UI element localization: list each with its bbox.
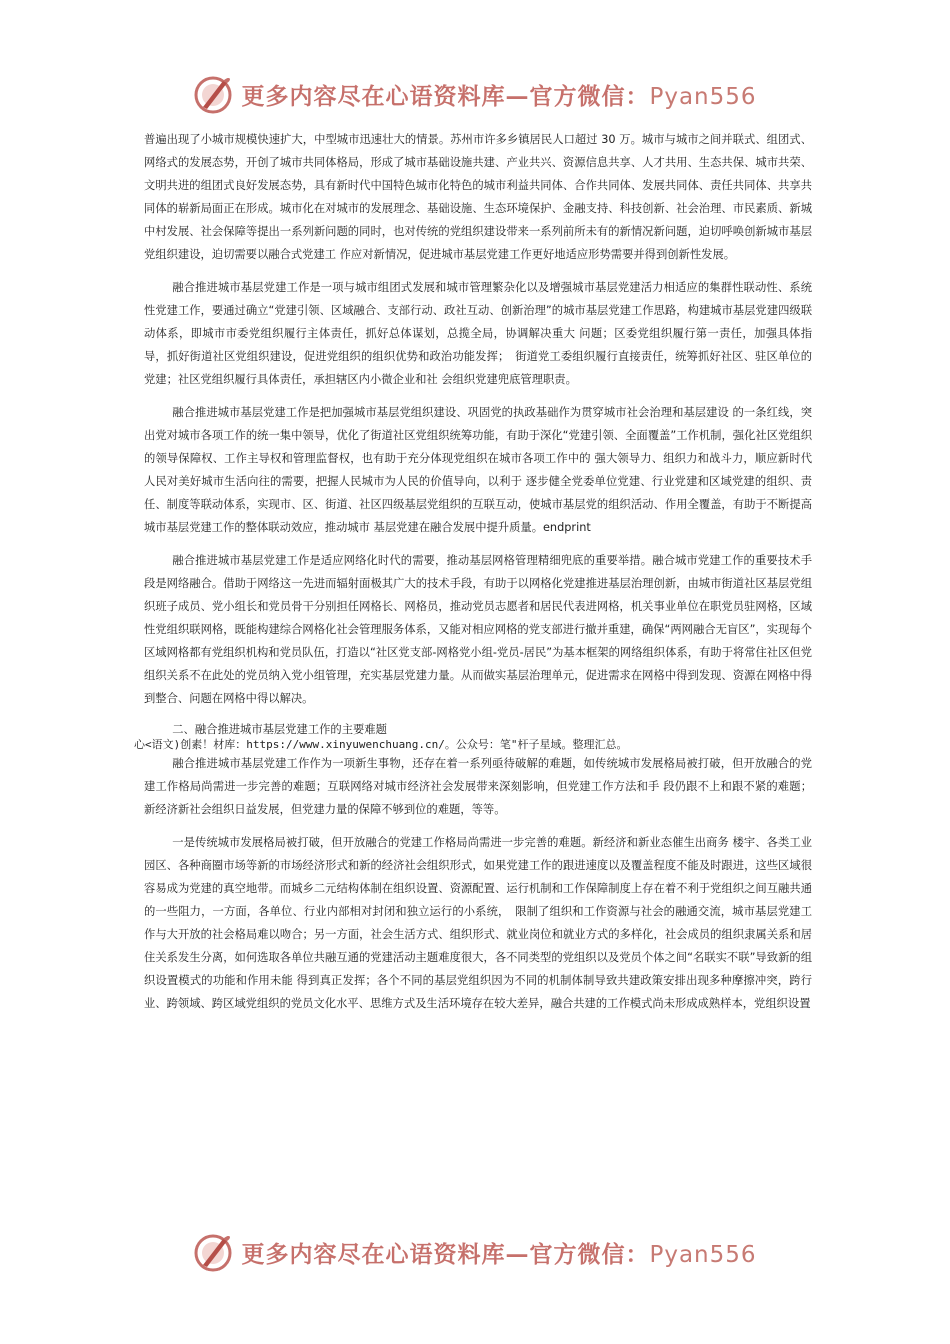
paragraph-5: 融合推进城市基层党建工作作为一项新生事物，还存在着一系列亟待破解的难题，如传统城市发展格局被打破，但开放融合的党建工作格局尚需进一步完善的难题；互联网络对城市经济社会发展带来深刻影响，但党建工作方法和手 段仍跟不上和跟不紧的难题；新经济新社会组织日益发展，但党建力量的保障不够到位的难题，等等。 <box>144 757 812 816</box>
paragraph-4: 融合推进城市基层党建工作是适应网络化时代的需要，推动基层网格管理精细兜底的重要举措。融合城市党建工作的重要技术手段是网络融合。借助于网络这一先进而辐射面极其广大的技术手段，有助于以网格化党建推进基层治理创新，由城市街道社区基层党组织班子成员、党小组长和党员骨干分别担任网格长、网格员，推动党员志愿者和居民代表进网格，机关事业单位在职党员驻网格，区域性党组织联网格，既能构建综合网格化社会管理服务体系，又能对相应网格的党支部进行撤并重建，确保“两网融合无盲区”，实现每个区域网格都有党组织机构和党员队伍，打造以“社区党支部-网格党小组-党员-居民”为基本框架的网络组织体系，有助于将常住社区但党组织关系不在此处的党员纳入党小组管理，充实基层党建力量。从而做实基层治理单元，促进需求在网格中得到发现、资源在网格中得到整合、问题在网格中得以解决。 <box>144 554 812 705</box>
section-heading: 二、融合推进城市基层党建工作的主要难题 <box>172 723 387 736</box>
quill-logo-icon <box>193 73 235 115</box>
source-line: 心<语文)创素！材库：https://www.xinyuwenchuang.cn/。公众号：笔"杆子星域。整理汇总。 <box>134 738 628 751</box>
banner-text: 更多内容尽在心语资料库—官方微信：Pyan556 <box>241 1240 757 1268</box>
header-banner <box>0 70 950 118</box>
paragraph-3: 融合推进城市基层党建工作是把加强城市基层党组织建设、巩固党的执政基础作为贯穿城市社会治理和基层建设 的一条红线，突出党对城市各项工作的统一集中领导，优化了街道社区党组织统筹功能，有助于深化“党建引领、全面覆盖”工作机制，强化社区党组织的领导保障权、工作主导权和管理监督权，也有助于充分体现党组织在城市各项工作中的 强大领导力、组织力和战斗力，顺应新时代人民对美好城市生活向往的需要，把握人民城市为人民的价值导向，以利于 逐步健全党委单位党建、行业党建和区域党建的组织、责任、制度等联动体系，实现市、区、街道、社区四级基层党组织的互联互动，使城市基层党的组织活动、作用全覆盖，有助于不断提高城市基层党建工作的整体联动效应，推动城市 基层党建在融合发展中提升质量。endprint <box>144 406 812 534</box>
banner-text: 更多内容尽在心语资料库—官方微信：Pyan556 <box>241 82 757 110</box>
paragraph-1: 普遍出现了小城市规模快速扩大，中型城市迅速壮大的情景。苏州市许多乡镇居民人口超过 30 万。城市与城市之间并联式、组团式、网络式的发展态势，开创了城市共同体格局，形成了城市基础设施共建、产业共兴、资源信息共享、人才共用、生态共保、城市共荣、文明共进的组团式良好发展态势，具有新时代中国特色城市化特色的城市利益共同体、合作共同体、发展共同体、责任共同体、共享共同体的崭新局面正在形成。城市化在对城市的发展理念、基础设施、生态环境保护、金融支持、科技创新、社会治理、市民素质、新城中村发展、社会保障等提出一系列新问题的同时，也对传统的党组织建设带来一系列前所未有的新情况新问题，迫切呼唤创新城市基层党组织建设，迫切需要以融合式党建工 作应对新情况，促进城市基层党建工作更好地适应形势需要并得到创新性发展。 <box>144 133 812 261</box>
document-body <box>134 128 812 1025</box>
footer-banner <box>0 1228 950 1276</box>
paragraph-6: 一是传统城市发展格局被打破，但开放融合的党建工作格局尚需进一步完善的难题。新经济和新业态催生出商务 楼宇、各类工业园区、各种商圈市场等新的市场经济形式和新的经济社会组织形式，如果党建工作的跟进速度以及覆盖程度不能及时跟进，这些区域很容易成为党建的真空地带。而城乡二元结构体制在组织设置、资源配置、运行机制和工作保障制度上存在着不利于党组织之间互融共通的一些阻力，一方面，各单位、行业内部相对封闭和独立运行的小系统， 限制了组织和工作资源与社会的融通交流，城市基层党建工作与大开放的社会格局难以吻合；另一方面，社会生活方式、组织形式、就业岗位和就业方式的多样化，社会成员的组织隶属关系和居住关系发生分离，如何选取各单位共融互通的党建活动主题难度很大，各不同类型的党组织以及党员个体之间“名联实不联”导致新的组织设置模式的功能和作用未能 得到真正发挥；各个不同的基层党组织因为不同的机制体制导致共建政策安排出现多种摩擦冲突，跨行业、跨领域、跨区域党组织的党员文化水平、思维方式及生活环境存在较大差异，融合共建的工作模式尚未形成成熟样本，党组织设置 <box>144 836 812 1010</box>
paragraph-2: 融合推进城市基层党建工作是一项与城市组团式发展和城市管理繁杂化以及增强城市基层党建活力相适应的集群性联动性、系统性党建工作，要通过确立“党建引领、区域融合、支部行动、政社互动、创新治理”的城市基层党建工作思路，构建城市基层党建四级联动体系，即城市市委党组织履行主体责任，抓好总体谋划，总揽全局，协调解决重大 问题；区委党组织履行第一责任，加强具体指导，抓好街道社区党组织建设，促进党组织的组织优势和政治功能发挥； 街道党工委组织履行直接责任，统筹抓好社区、驻区单位的党建；社区党组织履行具体责任，承担辖区内小微企业和社 会组织党建兜底管理职责。 <box>144 281 812 386</box>
quill-logo-icon <box>193 1231 235 1273</box>
